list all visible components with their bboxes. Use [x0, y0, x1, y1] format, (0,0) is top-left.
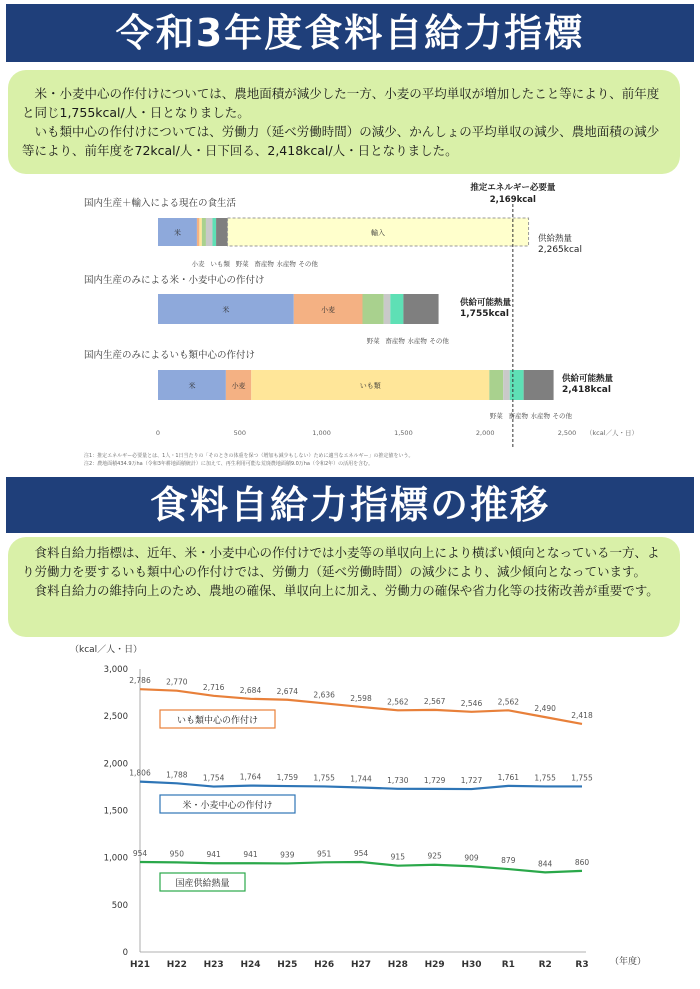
- data-label: 2,562: [497, 697, 520, 707]
- bar-1-segment-label: 輸入: [371, 229, 386, 237]
- data-label: 1,759: [276, 773, 299, 783]
- x-tick-label: H23: [203, 960, 224, 970]
- header-banner-2: [6, 477, 694, 533]
- chart-note: 注2：農地面積434.9万ha（令和3年耕地面積統計）に加えて、再生利用可能な荒廃農地面積9.0万ha（令和2年）の活用を含む。: [84, 461, 374, 467]
- y-tick-label: 2,000: [103, 759, 128, 770]
- x-tick-label: H26: [314, 960, 335, 970]
- y-axis-unit: （kcal／人・日）: [70, 645, 143, 655]
- data-label: 1,806: [129, 768, 151, 778]
- data-label: 1,755: [313, 773, 335, 783]
- bar-3-below-label: 水産物: [530, 412, 550, 420]
- bar-2-segment-畜産物: [384, 294, 391, 324]
- x-tick-label: H30: [461, 960, 482, 970]
- data-label: 950: [169, 849, 184, 859]
- bar-3-below-label: 畜産物: [508, 412, 528, 420]
- bar-1-segment-いも類: [199, 218, 201, 246]
- bar-3-below-label: 野菜: [489, 412, 503, 420]
- x-tick-label: 1,000: [312, 429, 331, 437]
- bar-3-segment-野菜: [489, 370, 503, 400]
- x-tick-label: H28: [387, 960, 408, 970]
- reference-line-value: 2,169kcal: [489, 195, 536, 205]
- data-label: 879: [501, 856, 516, 866]
- data-label: 1,788: [166, 770, 188, 780]
- summary-1-paragraph-1: 米・小麦中心の作付けについては、農地面積が減少した一方、小麦の平均単収が増加したこと等により、前年度と同じ1,755kcal/人・日となりました。: [22, 86, 660, 120]
- x-tick-label: H21: [129, 960, 151, 970]
- data-label: 941: [243, 850, 258, 860]
- legend-label-3: 国産供給熱量: [175, 879, 230, 889]
- data-label: 1,754: [202, 773, 225, 783]
- bar-3-segment-畜産物: [503, 370, 510, 400]
- x-tick-label: 2,500: [557, 429, 577, 437]
- data-label: 844: [538, 859, 553, 869]
- bar-1-below-label: 小麦: [191, 260, 205, 268]
- legend-label-1: いも類中心の作付け: [176, 716, 259, 726]
- x-tick-label: 0: [155, 429, 161, 437]
- data-label: 2,636: [313, 690, 335, 700]
- bar-1-below-label: 水産物: [276, 260, 296, 268]
- x-tick-label: H29: [424, 960, 445, 970]
- data-label: 1,729: [423, 775, 446, 785]
- bar-2-title: 国内生産のみによる米・小麦中心の作付け: [84, 275, 265, 286]
- chart-note: 注1：推定エネルギー必要量とは、1人・1日当たりの「そのときの体重を保つ（増加も減少もしない）ために適当なエネルギー」の推定値をいう。: [84, 453, 414, 459]
- bar-2-segment-水産物: [390, 294, 403, 324]
- bar-2-below-label: 野菜: [366, 337, 380, 345]
- data-label: 1,761: [497, 772, 520, 782]
- data-label: 2,684: [239, 685, 262, 695]
- bar-3-segment-label: 小麦: [231, 382, 246, 390]
- data-label: 860: [574, 857, 590, 867]
- bar-2-segment-野菜: [363, 294, 384, 324]
- header-banner-1: [6, 4, 694, 62]
- data-label: 2,786: [129, 676, 151, 686]
- x-tick-label: 1,500: [394, 429, 413, 437]
- data-label: 1,755: [571, 773, 593, 783]
- bar-1-segment-label: 米: [173, 229, 181, 237]
- data-label: 1,764: [239, 772, 262, 782]
- bar-1-below-label: 野菜: [235, 260, 249, 268]
- bar-3-below-label: その他: [552, 412, 572, 420]
- data-label: 2,546: [460, 698, 483, 708]
- x-tick-label: H22: [166, 960, 187, 970]
- bar-2-below-label: 畜産物: [385, 337, 405, 345]
- data-label: 954: [353, 849, 369, 859]
- summary-box-2: [8, 537, 680, 637]
- data-label: 954: [132, 849, 148, 859]
- reference-line-label: 推定エネルギー必要量: [470, 183, 556, 193]
- bar-1-segment-水産物: [212, 218, 216, 246]
- x-axis-label: （年度）: [609, 957, 647, 967]
- data-label: 1,744: [350, 774, 372, 784]
- y-tick-label: 3,000: [103, 665, 128, 675]
- bar-1-total-label: 供給熱量: [538, 234, 573, 244]
- y-tick-label: 1,500: [103, 806, 128, 817]
- bar-2-segment-その他: [403, 294, 438, 324]
- stacked-bar-chart: [0, 178, 700, 472]
- summary-2-paragraph-1: 食料自給力指標は、近年、米・小麦中心の作付けでは小麦等の単収向上により横ばい傾向となっている一方、より労働力を要するいも類中心の作付けでは、労働力（延べ労働時間）の減少により、減少傾向となっています。: [22, 545, 660, 579]
- bar-3-total-value: 2,418kcal: [562, 385, 611, 395]
- legend-label-2: 米・小麦中心の作付け: [182, 801, 273, 811]
- bar-1-segment-その他: [216, 218, 227, 246]
- summary-box-1: [8, 70, 680, 174]
- data-label: 2,770: [166, 677, 188, 687]
- page-title: 令和3年度食料自給力指標: [115, 11, 585, 55]
- section-title: 食料自給力指標の推移: [149, 483, 550, 527]
- data-label: 941: [206, 850, 221, 860]
- data-label: 2,567: [423, 696, 446, 706]
- bar-2-total-value: 1,755kcal: [460, 309, 509, 319]
- x-tick-label: 2,000: [475, 429, 495, 437]
- bar-1-segment-畜産物: [206, 218, 213, 246]
- x-unit-label: （kcal／人・日）: [585, 429, 639, 437]
- bar-1-below-label: いも類: [210, 260, 230, 268]
- bar-1-title: 国内生産＋輸入による現在の食生活: [84, 198, 237, 209]
- data-label: 909: [464, 853, 479, 863]
- summary-1-paragraph-2: いも類中心の作付けについては、労働力（延べ労働時間）の減少、かんしょの平均単収の減少、農地面積の減少等により、前年度を72kcal/人・日下回る、2,418kcal/人・日となりました。: [22, 124, 660, 158]
- bar-2-segment-label: 米: [222, 306, 230, 314]
- bar-3-segment-label: いも類: [359, 382, 381, 390]
- data-label: 2,674: [276, 686, 299, 696]
- x-tick-label: 500: [233, 429, 247, 437]
- line-chart: [0, 640, 700, 989]
- data-label: 951: [317, 849, 332, 859]
- data-label: 2,716: [202, 682, 225, 692]
- bar-1-segment-小麦: [197, 218, 199, 246]
- x-tick-label: R2: [538, 960, 552, 970]
- data-label: 2,490: [534, 704, 556, 714]
- bar-3-segment-label: 米: [188, 382, 196, 390]
- x-tick-label: H25: [277, 960, 298, 970]
- series-line-3: [140, 862, 582, 872]
- bar-3-total-label: 供給可能熱量: [562, 374, 614, 384]
- summary-2-paragraph-2: 食料自給力の維持向上のため、農地の確保、単収向上に加え、労働力の確保や省力化等の技術改善が重要です。: [34, 583, 659, 598]
- bar-3-segment-水産物: [510, 370, 524, 400]
- data-label: 1,727: [460, 776, 483, 786]
- x-tick-label: H27: [350, 960, 372, 970]
- data-label: 925: [427, 851, 442, 861]
- bar-1-total-value: 2,265kcal: [538, 245, 582, 255]
- data-label: 939: [280, 850, 295, 860]
- x-tick-label: R3: [575, 960, 589, 970]
- y-tick-label: 2,500: [103, 712, 128, 723]
- bar-2-below-label: その他: [429, 337, 449, 345]
- y-tick-label: 0: [122, 948, 128, 958]
- bar-2-segment-label: 小麦: [321, 306, 336, 314]
- bar-1-segment-野菜: [202, 218, 206, 246]
- data-label: 2,418: [571, 710, 593, 720]
- data-label: 2,562: [387, 697, 409, 707]
- y-tick-label: 1,000: [103, 853, 128, 864]
- data-label: 2,598: [350, 693, 372, 703]
- bar-3-segment-その他: [524, 370, 554, 400]
- bar-3-title: 国内生産のみによるいも類中心の作付け: [84, 350, 256, 361]
- bar-2-below-label: 水産物: [407, 337, 427, 345]
- bar-1-below-label: その他: [298, 260, 318, 268]
- bar-2-total-label: 供給可能熱量: [460, 298, 512, 308]
- data-label: 1,755: [534, 773, 556, 783]
- y-tick-label: 500: [111, 900, 128, 911]
- bar-1-below-label: 畜産物: [254, 260, 274, 268]
- data-label: 1,730: [387, 775, 409, 785]
- x-tick-label: H24: [240, 960, 261, 970]
- data-label: 915: [390, 852, 405, 862]
- x-tick-label: R1: [501, 960, 515, 970]
